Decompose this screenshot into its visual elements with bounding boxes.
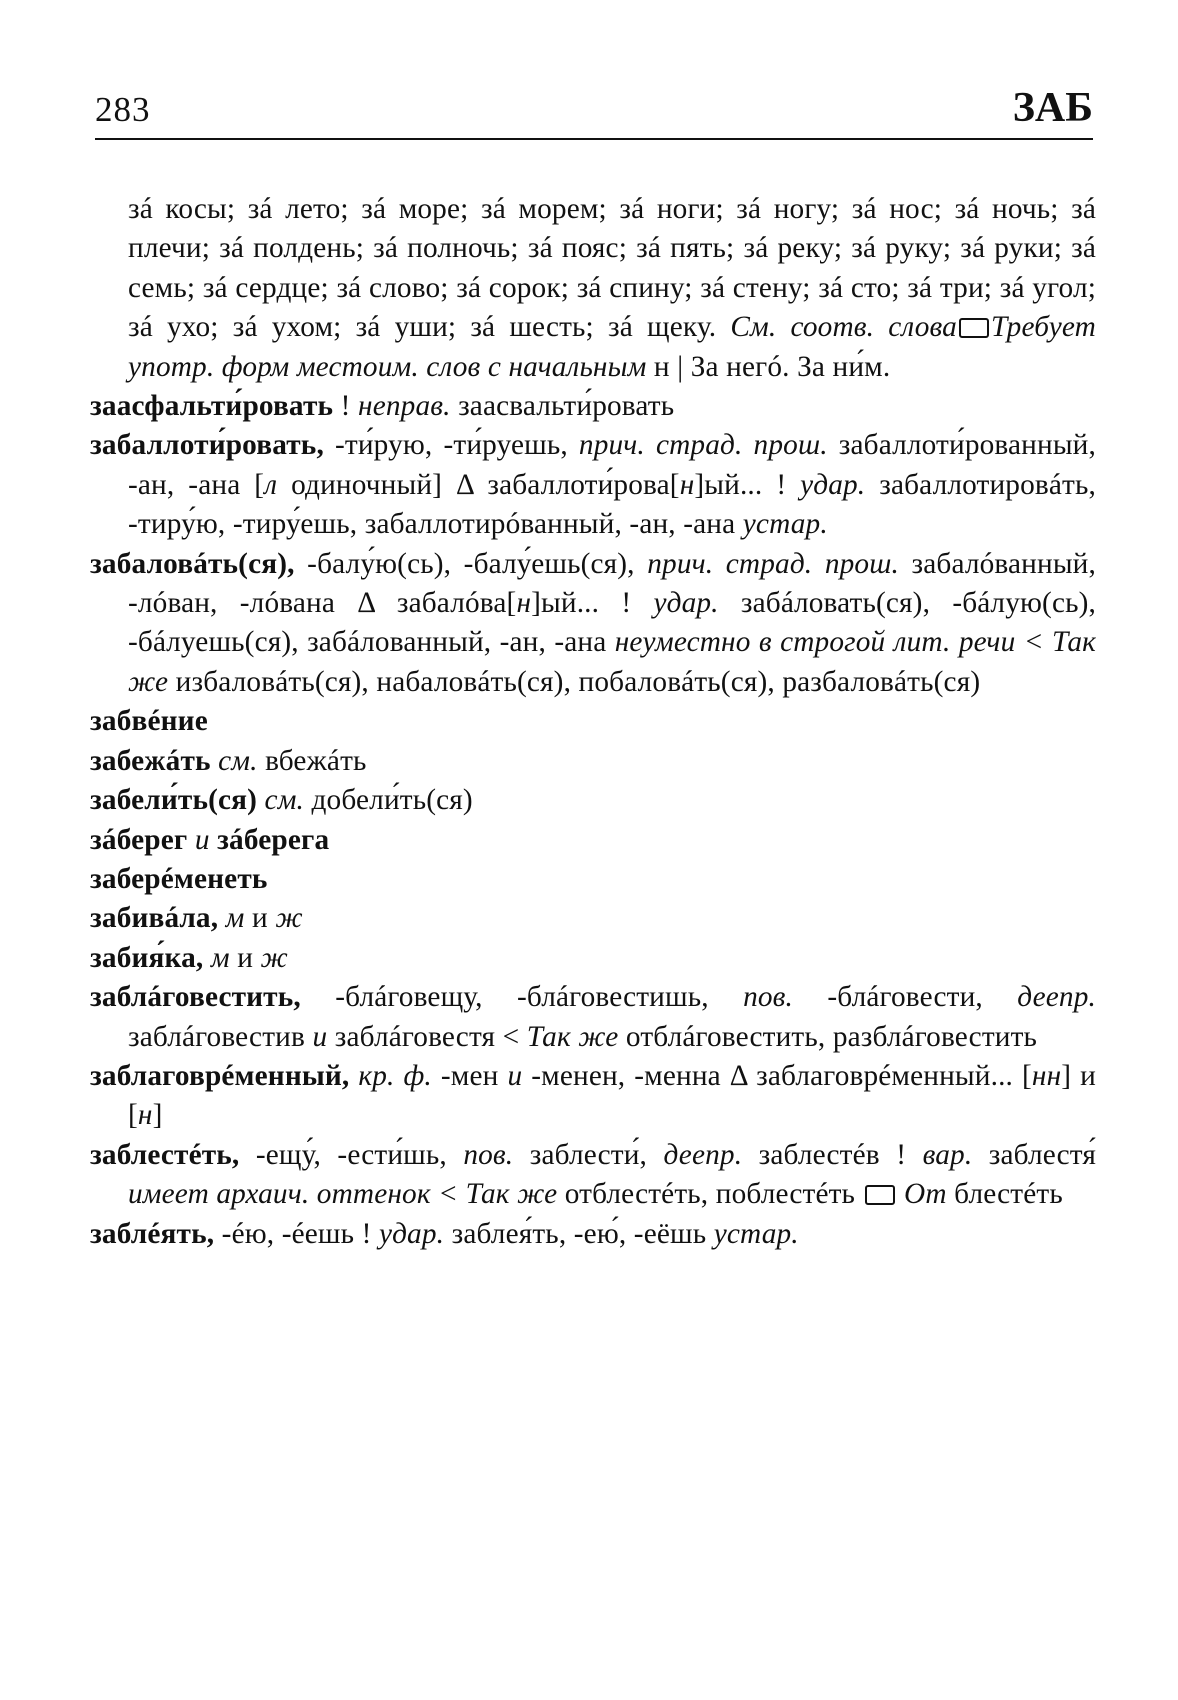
entry-text: отблáговестить, разблáговестить — [618, 1020, 1038, 1053]
dictionary-entry — [90, 899, 1096, 938]
grammar-label: н — [516, 587, 532, 620]
dictionary-entry — [90, 1215, 1096, 1254]
entry-text: ]ый... ! — [694, 468, 801, 501]
grammar-label: устар. — [713, 1217, 799, 1250]
entry-text: заблестéв ! — [742, 1138, 923, 1171]
grammar-label: м — [210, 941, 230, 974]
headword: забивáла, — [90, 902, 219, 935]
grammar-label: ж — [260, 941, 288, 974]
entry-text: -ти́рую, -ти́руешь, — [323, 429, 579, 462]
entry-text: забаллоти́рованный, -ан, -ана [ — [128, 429, 1096, 501]
headword: заасфальти́ровать — [90, 390, 334, 423]
box-symbol-icon — [865, 1185, 895, 1205]
entry-text: н | За негó. За ни́м. — [646, 350, 891, 383]
headword: заблáговестить, — [90, 981, 301, 1014]
grammar-label: удар. — [379, 1217, 445, 1250]
grammar-label: неправ. — [358, 390, 451, 423]
entry-continuation — [90, 190, 1096, 387]
box-symbol-icon — [959, 318, 989, 338]
entry-text: заблея́ть, -ею́, -еёшь — [444, 1217, 714, 1250]
grammar-label: См. соотв. слова — [730, 311, 957, 344]
grammar-label: нн — [1031, 1059, 1062, 1092]
entry-text: заблáговестив — [128, 1020, 313, 1053]
entry-text: забалóванный, -лóван, -лóвана Δ забалóва[ — [128, 547, 1096, 620]
entry-text: добели́ть(ся) — [304, 784, 473, 817]
headword: забежáть — [90, 744, 211, 777]
headword: зáберега — [217, 823, 330, 856]
page-number: 283 — [95, 90, 151, 129]
grammar-label: удар. — [653, 587, 719, 620]
entry-text: -блáговещу, -блáговестишь, — [300, 981, 744, 1014]
dictionary-entry — [90, 781, 1096, 820]
entry-text: забáловать(ся), -бáлую(сь), -бáлуешь(ся), забáлованный, -ан, -ана — [128, 587, 1096, 659]
entry-text: блестéть — [946, 1178, 1063, 1211]
grammar-label: пов. — [463, 1138, 514, 1171]
dictionary-entry — [90, 821, 1096, 860]
entry-text — [187, 824, 194, 856]
dictionary-entry — [90, 939, 1096, 978]
dictionary-entry — [90, 545, 1096, 703]
grammar-label: прич. страд. прош. — [647, 547, 899, 580]
entry-text: отблестéть, поблестéть — [557, 1178, 863, 1211]
headword: забаллоти́ровать, — [90, 429, 324, 462]
grammar-label: м — [225, 902, 245, 935]
headword: зáберег — [90, 823, 188, 856]
grammar-label: и — [194, 823, 210, 856]
page-header — [95, 78, 1093, 140]
grammar-label: см. — [264, 784, 305, 817]
entry-text: вбежáть — [257, 744, 367, 777]
headword: забия́ка, — [90, 941, 204, 974]
dictionary-entry — [90, 387, 1096, 426]
grammar-label: вар. — [922, 1138, 973, 1171]
grammar-label: Требует употр. форм местоим. слов с начальным — [128, 311, 1096, 383]
entry-text — [210, 824, 217, 856]
grammar-label: пов. — [743, 981, 794, 1014]
entry-text: -балу́ю(сь), -балу́ешь(ся), — [294, 547, 648, 580]
entry-text: одиночный] Δ забаллоти́рова[ — [277, 468, 680, 501]
entry-text: заблáговестя < — [327, 1020, 527, 1053]
grammar-label: л — [264, 468, 278, 501]
headword: забели́ть(ся) — [90, 784, 258, 817]
dictionary-entry — [90, 860, 1096, 899]
grammar-label: удар. — [800, 468, 866, 501]
grammar-label: Так же — [526, 1020, 619, 1053]
entry-text: и — [244, 902, 276, 935]
headword: заберéменеть — [90, 862, 268, 895]
headword: забаловáть(ся), — [90, 547, 295, 580]
grammar-label: и — [312, 1020, 328, 1053]
entry-text: забаллотировáть, -тиру́ю, -тиру́ешь, забаллотирóванный, -ан, -ана — [128, 468, 1096, 541]
entry-text: ] и [ — [128, 1059, 1096, 1132]
entry-text: заасвальти́ровать — [450, 390, 675, 423]
entry-text — [897, 1178, 904, 1210]
entry-text: -ещу́, -ести́шь, — [239, 1138, 464, 1171]
entry-text — [203, 942, 210, 974]
grammar-label: см. — [218, 744, 258, 777]
dictionary-entries — [90, 190, 1096, 1254]
running-head: ЗАБ — [1012, 85, 1093, 131]
entry-text: ! — [333, 390, 359, 423]
entry-text: заблести́, — [513, 1138, 664, 1171]
grammar-label: деепр. — [663, 1138, 743, 1171]
dictionary-entry — [90, 978, 1096, 1057]
headword: заблаговрéменный, — [90, 1059, 350, 1092]
grammar-label: ж — [275, 902, 303, 935]
entry-text — [257, 784, 264, 816]
entry-text: зá косы; зá лето; зá море; зá морем; зá ноги; зá ногу; зá нос; зá ночь; зá плечи; зá полдень; зá полночь; зá пояс; зá пять; зá реку; зá руку; зá руки; зá семь; зá сердце; зá слово; зá сорок; зá спину; зá стену; зá сто; зá три; зá угол; зá ухо; зá ухом; зá уши; зá шесть; зá щеку. — [128, 193, 1096, 344]
grammar-label: От — [904, 1178, 947, 1211]
grammar-label: деепр. — [1017, 981, 1096, 1014]
grammar-label: н — [137, 1099, 153, 1132]
entry-text: -éю, -éешь ! — [214, 1217, 380, 1250]
entry-text: -мен — [431, 1059, 508, 1092]
grammar-label: неуместно в строгой лит. речи < Так же — [128, 626, 1097, 698]
entry-text: заблестя́ — [972, 1138, 1096, 1171]
entry-text: ]ый... ! — [531, 587, 654, 620]
grammar-label: устар. — [742, 508, 828, 541]
entry-text: и — [229, 941, 261, 974]
headword: заблéять, — [90, 1217, 215, 1250]
entry-text: -менен, -менна Δ заблаговрéменный... [ — [522, 1059, 1032, 1092]
grammar-label: н — [679, 468, 695, 501]
entry-text: ] — [152, 1099, 163, 1132]
dictionary-entry — [90, 1136, 1096, 1215]
entry-text: избаловáть(ся), набаловáть(ся), побаловáть(ся), разбаловáть(ся) — [168, 665, 981, 698]
dictionary-entry — [90, 702, 1096, 741]
entry-text — [218, 902, 225, 934]
grammar-label: имеет архаич. оттенок < Так же — [128, 1178, 558, 1211]
headword: заблестéть, — [90, 1138, 240, 1171]
dictionary-entry — [90, 426, 1096, 544]
grammar-label: и — [507, 1059, 523, 1092]
dictionary-entry — [90, 1057, 1096, 1136]
grammar-label: прич. страд. прош. — [578, 429, 828, 462]
dictionary-entry — [90, 742, 1096, 781]
entry-text: -блáговести, — [793, 981, 1018, 1014]
headword: забвéние — [90, 705, 208, 738]
grammar-label: кр. ф. — [358, 1059, 432, 1092]
